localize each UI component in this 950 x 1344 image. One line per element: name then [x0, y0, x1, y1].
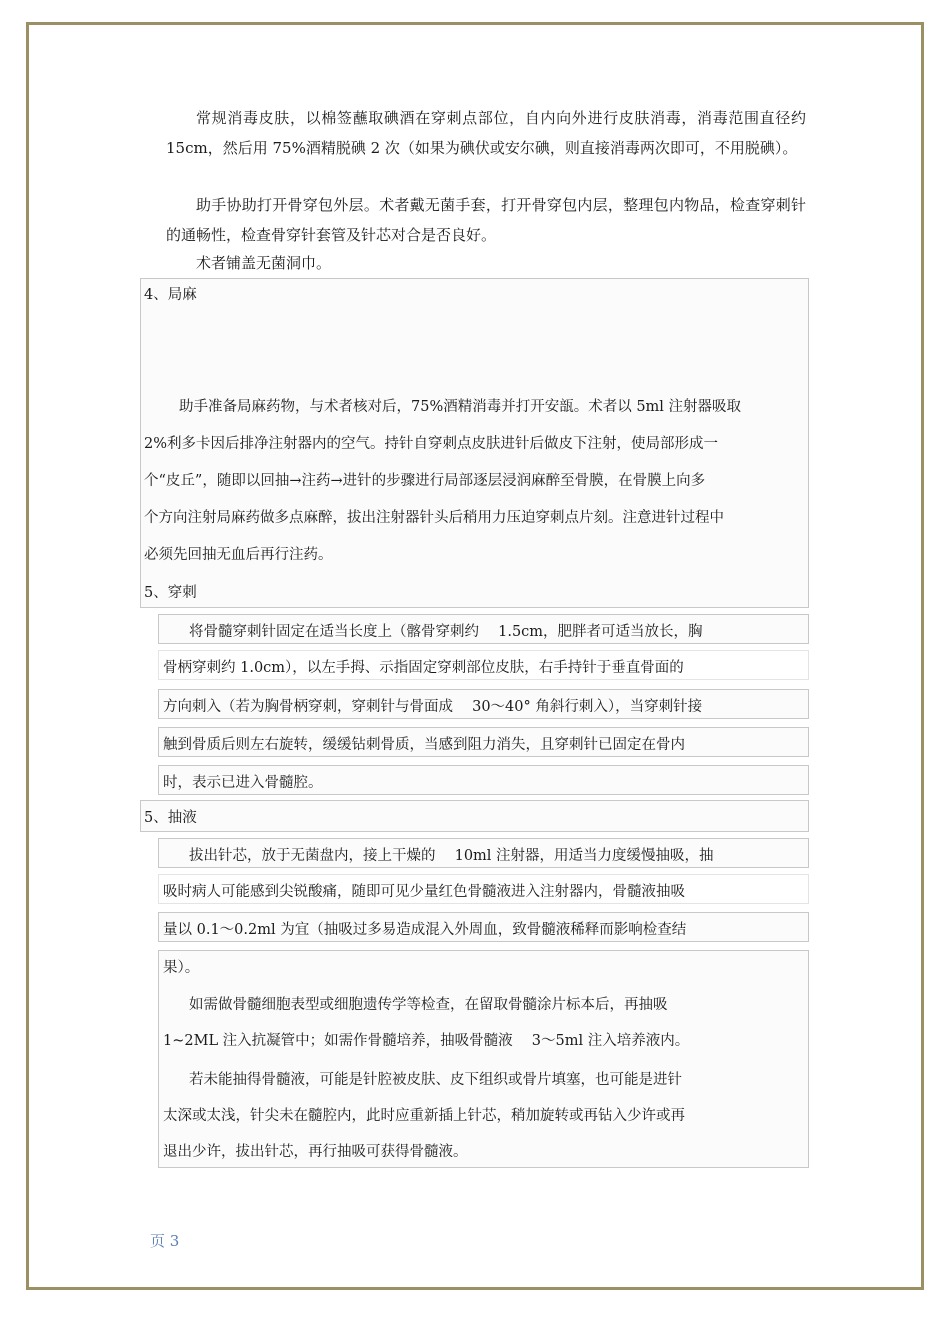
section-4-line: 必须先回抽无血后再行注药。	[144, 547, 333, 563]
section-5b-line: 量以 0.1～0.2ml 为宜（抽吸过多易造成混入外周血，致骨髓液稀释而影响检查结	[163, 922, 687, 938]
section-5b-heading-box	[140, 800, 809, 832]
section-5b-line: 太深或太浅，针尖未在髓腔内，此时应重新插上针芯，稍加旋转或再钻入少许或再	[163, 1108, 685, 1124]
section-5b-box	[158, 950, 809, 1168]
section-5a-line: 将骨髓穿刺针固定在适当长度上（髂骨穿刺约 1.5cm，肥胖者可适当放长，胸	[189, 624, 703, 640]
section-5b-line: 吸时病人可能感到尖锐酸痛，随即可见少量红色骨髓液进入注射器内，骨髓液抽吸	[163, 884, 685, 900]
section-5b-line: 果）。	[163, 960, 200, 976]
section-5a-line: 时，表示已进入骨髓腔。	[163, 775, 323, 791]
section-5b-line: 如需做骨髓细胞表型或细胞遗传学等检查，在留取骨髓涂片标本后，再抽吸	[189, 997, 668, 1013]
section-5b-line: 拔出针芯，放于无菌盘内，接上干燥的 10ml 注射器，用适当力度缓慢抽吸，抽	[189, 848, 714, 864]
text-line-box	[158, 765, 809, 795]
section-5b-line: 退出少许，拔出针芯，再行抽吸可获得骨髓液。	[163, 1144, 468, 1160]
text-line-box	[158, 912, 809, 942]
section-4-heading: 4、局麻	[144, 287, 197, 303]
section-5b-line: 若未能抽得骨髓液，可能是针腔被皮肤、皮下组织或骨片填塞，也可能是进针	[189, 1072, 682, 1088]
section-5a-line: 触到骨质后则左右旋转，缓缓钻刺骨质，当感到阻力消失，且穿刺针已固定在骨内	[163, 737, 685, 753]
section-4-line: 2%利多卡因后排净注射器内的空气。持针自穿刺点皮肤进针后做皮下注射，使局部形成一	[144, 436, 718, 452]
section-4-line: 个方向注射局麻药做多点麻醉，拔出注射器针头后稍用力压迫穿刺点片刻。注意进针过程中	[144, 510, 724, 526]
text-line-box	[158, 727, 809, 757]
section-5a-line: 骨柄穿刺约 1.0cm），以左手拇、示指固定穿刺部位皮肤，右手持针于垂直骨面的	[163, 660, 684, 676]
text-line-box	[158, 874, 809, 904]
section-4-line: 个“皮丘”，随即以回抽→注药→进针的步骤进行局部逐层浸润麻醉至骨膜，在骨膜上向多	[144, 473, 706, 489]
section-5b-line: 1~2ML 注入抗凝管中；如需作骨髓培养，抽吸骨髓液 3～5ml 注入培养液内。	[163, 1033, 690, 1049]
section-4-box	[140, 278, 809, 608]
text-line-box	[158, 650, 809, 680]
text-line-box	[158, 689, 809, 719]
intro-paragraph-1: 常规消毒皮肤，以棉签蘸取碘酒在穿刺点部位，自内向外进行皮肤消毒，消毒范围直径约 15cm，然后用 75%酒精脱碘 2 次（如果为碘伏或安尔碘，则直接消毒两次即可，不用脱碘）。	[166, 109, 806, 157]
intro-paragraph-2: 助手协助打开骨穿包外层。术者戴无菌手套，打开骨穿包内层，整理包内物品，检查穿刺针的通畅性，检查骨穿针套管及针芯对合是否良好。	[166, 196, 806, 244]
section-4-line: 助手准备局麻药物，与术者核对后，75%酒精消毒并打开安瓿。术者以 5ml 注射器吸取	[179, 399, 742, 415]
text-line-box	[158, 614, 809, 644]
text-line-box	[158, 838, 809, 868]
section-5b-heading: 5、抽液	[144, 810, 197, 826]
section-5a-line: 方向刺入（若为胸骨柄穿刺，穿刺针与骨面成 30～40° 角斜行刺入），当穿刺针接	[163, 699, 703, 715]
intro-paragraph-3: 术者铺盖无菌洞巾。	[196, 254, 332, 272]
page-number: 页 3	[150, 1232, 180, 1250]
section-5a-heading: 5、穿刺	[144, 585, 197, 601]
